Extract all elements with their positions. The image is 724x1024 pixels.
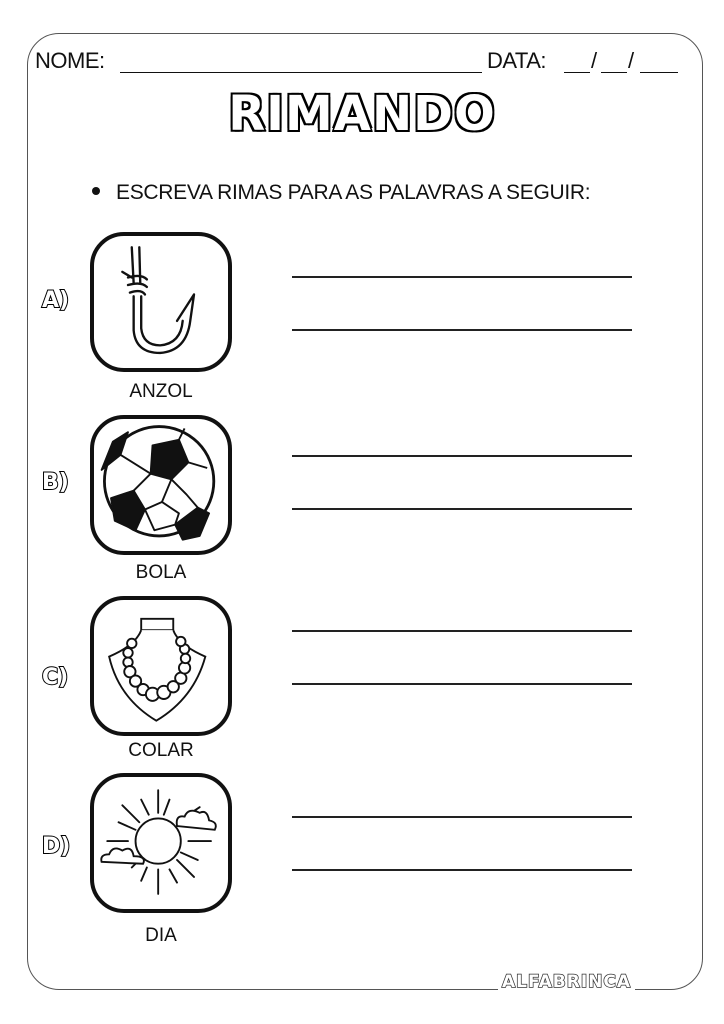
item-word-a: ANZOL (129, 381, 193, 402)
bullet-icon (92, 187, 100, 195)
answer-line-b2[interactable] (292, 508, 632, 510)
item-word-c: COLAR (128, 740, 194, 761)
name-label: NOME: (35, 48, 105, 73)
brand-logo: ALFABRINCA (498, 972, 635, 992)
sun-clouds-icon (90, 773, 232, 913)
header (35, 46, 685, 76)
answer-line-a2[interactable] (292, 329, 632, 331)
date-year-field[interactable] (640, 72, 678, 73)
date-separator: / (591, 48, 597, 73)
necklace-icon (90, 596, 232, 736)
answer-line-d1[interactable] (292, 816, 632, 818)
answer-line-b1[interactable] (292, 455, 632, 457)
instruction-text: ESCREVA RIMAS PARA AS PALAVRAS A SEGUIR: (116, 181, 591, 204)
answer-line-c1[interactable] (292, 630, 632, 632)
date-separator: / (628, 48, 634, 73)
instruction (92, 181, 590, 205)
page-title: RIMANDO (228, 86, 496, 142)
fishing-hook-icon (90, 232, 232, 372)
item-letter-b: B) (42, 470, 69, 495)
item-word-d: DIA (145, 925, 177, 946)
item-letter-d: D) (42, 834, 71, 859)
answer-line-a1[interactable] (292, 276, 632, 278)
date-month-field[interactable] (601, 72, 627, 73)
item-letter-c: C) (42, 665, 69, 690)
soccer-ball-icon (90, 415, 232, 555)
date-label: DATA: (487, 48, 547, 73)
name-field[interactable] (120, 72, 482, 73)
item-letter-a: A) (42, 288, 70, 313)
answer-line-d2[interactable] (292, 869, 632, 871)
date-day-field[interactable] (564, 72, 590, 73)
item-word-b: BOLA (135, 562, 187, 583)
answer-line-c2[interactable] (292, 683, 632, 685)
